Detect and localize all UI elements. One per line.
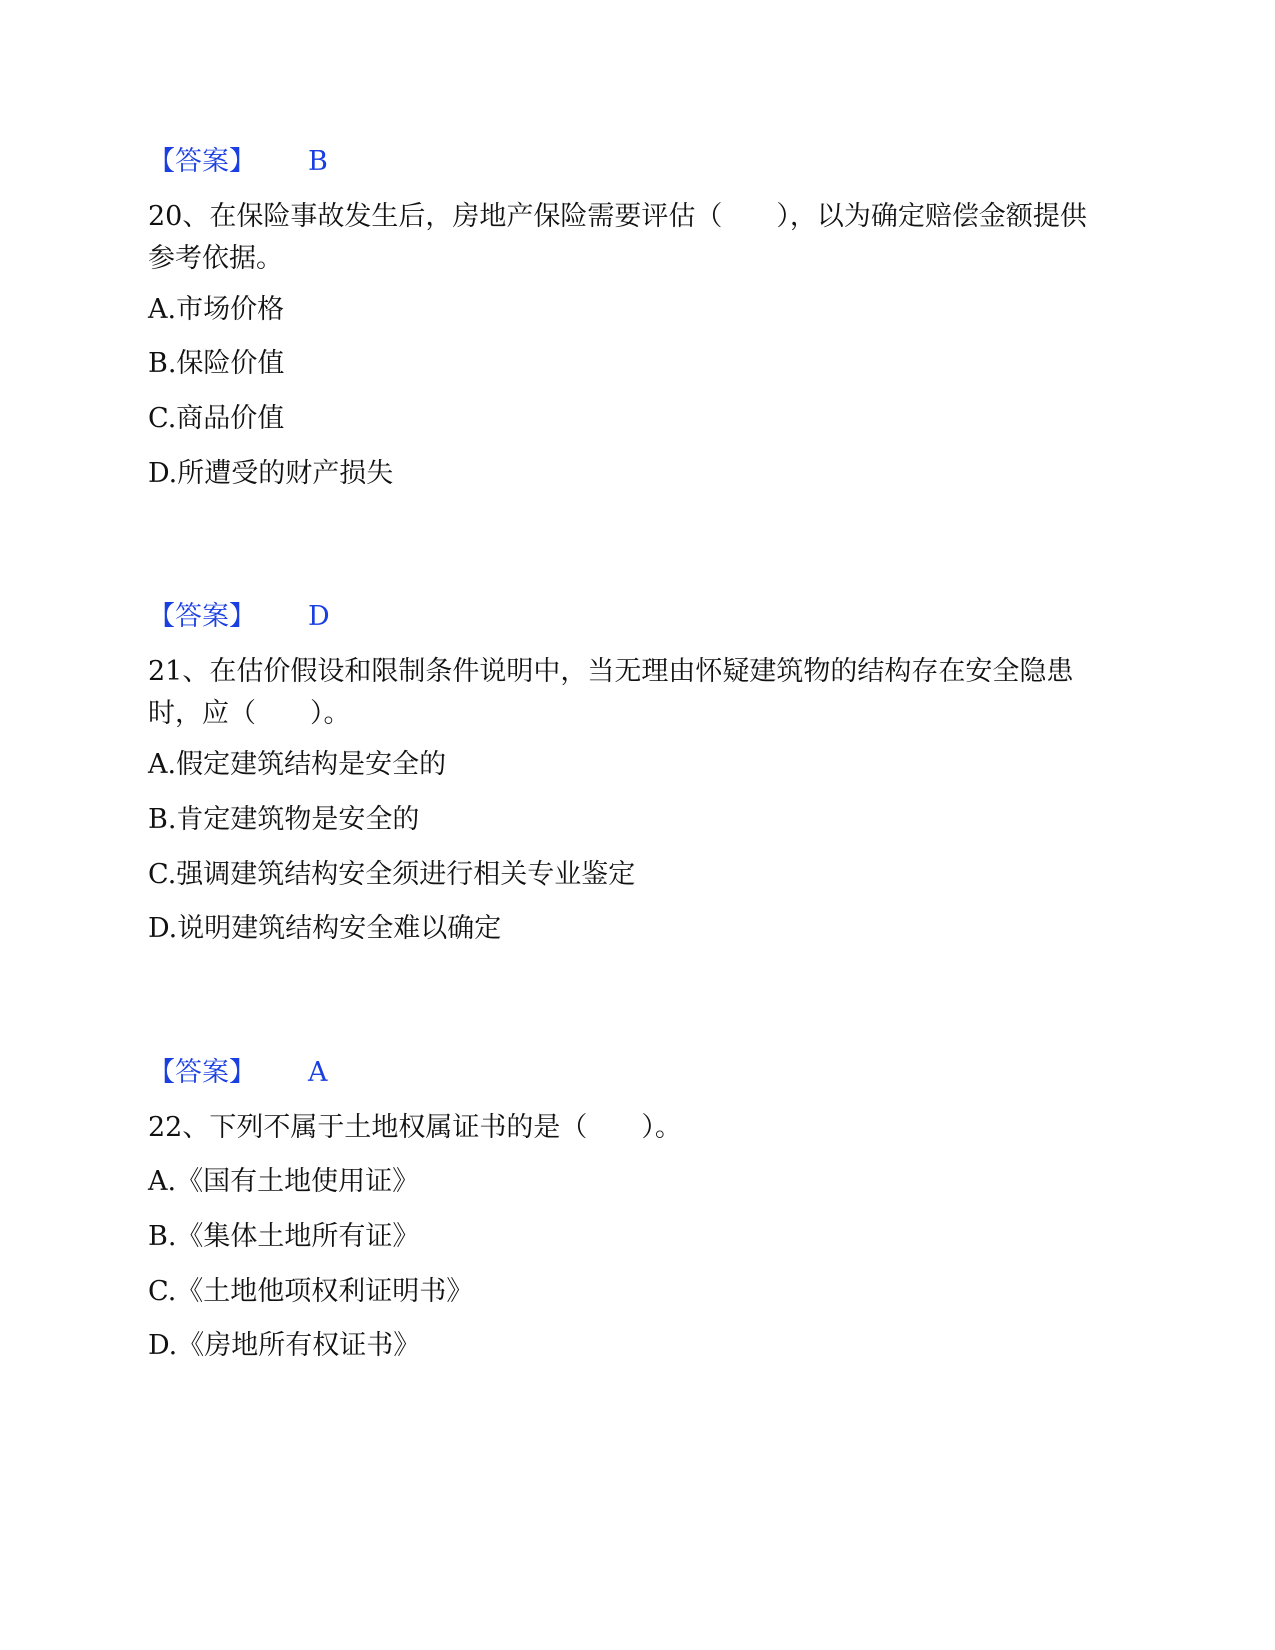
answer-label: 【答案】 [148, 601, 256, 632]
option-22-b: B.《集体土地所有证》 [148, 1221, 420, 1252]
option-22-c: C.《土地他项权利证明书》 [148, 1276, 474, 1307]
question-22-text: 22、下列不属于土地权属证书的是（ ）。 [148, 1112, 682, 1143]
question-21-text: 21、在估价假设和限制条件说明中，当无理由怀疑建筑物的结构存在安全隐患时，应（ ）。 [148, 656, 1074, 729]
option-21-b: B.肯定建筑物是安全的 [148, 804, 420, 835]
option-21-c: C.强调建筑结构安全须进行相关专业鉴定 [148, 859, 636, 890]
answer-line-21 [148, 1053, 328, 1093]
answer-line-19 [148, 142, 328, 182]
option-20-b: B.保险价值 [148, 348, 285, 379]
question-20-text: 20、在保险事故发生后，房地产保险需要评估（ ），以为确定赔偿金额提供参考依据。 [148, 201, 1087, 274]
answer-value: D [308, 601, 330, 632]
answer-label: 【答案】 [148, 146, 256, 177]
option-20-a: A.市场价格 [148, 294, 285, 325]
option-21-a: A.假定建筑结构是安全的 [148, 749, 447, 780]
answer-label: 【答案】 [148, 1057, 256, 1088]
option-22-a: A.《国有土地使用证》 [148, 1166, 420, 1197]
option-20-c: C.商品价值 [148, 403, 285, 434]
answer-value: B [308, 146, 328, 177]
answer-line-20 [148, 597, 330, 637]
answer-value: A [308, 1057, 328, 1088]
option-21-d: D.说明建筑结构安全难以确定 [148, 913, 502, 944]
option-20-d: D.所遭受的财产损失 [148, 458, 394, 489]
option-22-d: D.《房地所有权证书》 [148, 1330, 421, 1361]
